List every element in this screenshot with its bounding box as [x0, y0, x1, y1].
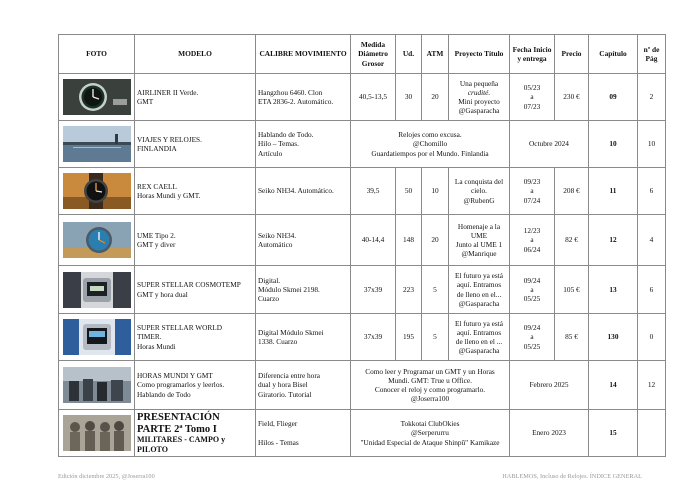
- proyecto-line: crudité.: [467, 87, 491, 97]
- ume-watch-photo: [63, 222, 131, 258]
- merged-project-cell: [351, 121, 510, 168]
- proyecto-line: cielo.: [470, 186, 487, 196]
- merged-line: Como leer y Programar un GMT y un Horas: [365, 366, 495, 376]
- modelo-line: GMT y hora dual: [137, 289, 188, 299]
- merged-line: @Serperurru: [411, 428, 449, 438]
- fecha-cell: [510, 215, 555, 266]
- modelo-line: GMT: [137, 97, 154, 106]
- capitulo-cell: 15: [589, 410, 638, 457]
- proyecto-line: de lleno en el...: [456, 289, 502, 299]
- modelo-line: SUPER STELLAR WORLD: [137, 323, 223, 333]
- header-atm: ATM: [422, 35, 449, 74]
- proyecto-line: de lleno en el ...: [455, 337, 503, 346]
- calibre-line: Seiko NH34.: [258, 230, 297, 240]
- presentation-subtitle: PILOTO: [137, 444, 168, 454]
- modelo-cell: [135, 361, 256, 410]
- capitulo-cell: 10: [589, 121, 638, 168]
- photo-cell: [59, 266, 135, 314]
- calibre-line: Hilo – Temas.: [258, 139, 299, 149]
- merged-line: Tokkotai ClubOkies: [400, 419, 460, 429]
- calibre-line: Cuarzo: [258, 294, 280, 304]
- header-precio: Precio: [555, 35, 589, 74]
- world-timer-watch-photo: [63, 319, 131, 355]
- calibre-cell: [256, 314, 351, 361]
- modelo-cell: [135, 314, 256, 361]
- table-row[interactable]: [59, 215, 666, 266]
- header-foto: FOTO: [59, 35, 135, 74]
- modelo-cell: [135, 168, 256, 215]
- pag-cell: 6: [638, 168, 666, 215]
- modelo-line: VIAJES Y RELOJES.: [137, 134, 202, 144]
- proyecto-cell: [449, 168, 510, 215]
- calibre-cell: [256, 215, 351, 266]
- modelo-line: REX CAELL: [137, 181, 177, 191]
- merged-project-cell: [351, 361, 510, 410]
- calibre-cell: [256, 266, 351, 314]
- header-medida: Medida Diámetro Grosor: [351, 35, 396, 74]
- atm-cell: 20: [422, 215, 449, 266]
- ud-cell: 223: [396, 266, 422, 314]
- photo-cell: [59, 361, 135, 410]
- header-ud: Ud.: [396, 35, 422, 74]
- fecha-line: a: [530, 284, 534, 294]
- merged-line: @Joserra100: [410, 394, 450, 404]
- fecha-line: 05/23: [523, 83, 541, 93]
- proyecto-cell: [449, 266, 510, 314]
- fecha-line: a: [530, 186, 534, 196]
- calibre-line: Field, Flieger: [258, 419, 298, 429]
- fecha-line: 09/24: [523, 323, 541, 333]
- header-pag: nº de Pág: [638, 35, 666, 74]
- proyecto-line: aquí. Entramos: [456, 280, 502, 290]
- capitulo-cell: 09: [589, 74, 638, 121]
- precio-cell: 230 €: [555, 74, 589, 121]
- capitulo-cell: 130: [589, 314, 638, 361]
- calibre-line: 1338. Cuarzo: [258, 337, 298, 346]
- merged-line: Relojes como excusa.: [398, 130, 462, 140]
- medida-cell: 40-14,4: [351, 215, 396, 266]
- modelo-line: Horas Mundi y GMT.: [137, 191, 201, 200]
- fecha-cell: [510, 74, 555, 121]
- index-table: [58, 34, 666, 457]
- merged-line: @Chomillo: [412, 139, 448, 149]
- proyecto-line: Junto al UME 1: [455, 240, 503, 249]
- merged-line: "Unidad Especial de Ataque Shinpū" Kamikaze: [360, 437, 500, 447]
- capitulo-cell: 14: [589, 361, 638, 410]
- calibre-cell: [256, 361, 351, 410]
- calibre-line: Módulo Skmei 2198.: [258, 284, 320, 294]
- proyecto-line: @RubenG: [463, 195, 495, 205]
- proyecto-line: @Gasparacha: [458, 106, 500, 116]
- header-fecha: Fecha Inicio y entrega: [510, 35, 555, 74]
- modelo-cell: [135, 121, 256, 168]
- header-capitulo: Capítulo: [589, 35, 638, 74]
- ud-cell: 50: [396, 168, 422, 215]
- modelo-line: TIMER.: [137, 332, 162, 342]
- header-modelo: MODELO: [135, 35, 256, 74]
- ud-cell: 195: [396, 314, 422, 361]
- calibre-line: [258, 428, 348, 437]
- fecha-line: a: [530, 235, 534, 245]
- fecha-line: 05/25: [523, 294, 541, 304]
- proyecto-line: La conquista del: [454, 177, 504, 187]
- ud-cell: 148: [396, 215, 422, 266]
- calibre-line: Artículo: [258, 148, 283, 158]
- presentation-title: PRESENTACIÓN: [137, 412, 220, 424]
- fecha-line: 07/23: [523, 101, 541, 111]
- ud-cell: 30: [396, 74, 422, 121]
- capitulo-cell: 13: [589, 266, 638, 314]
- fecha-line: a: [530, 332, 534, 342]
- precio-cell: 85 €: [555, 314, 589, 361]
- atm-cell: 5: [422, 314, 449, 361]
- fecha-cell: Octubre 2024: [510, 121, 589, 168]
- modelo-line: Horas Mundi: [137, 341, 176, 351]
- photo-cell: [59, 314, 135, 361]
- atm-cell: 5: [422, 266, 449, 314]
- pilots-group-photo: [63, 415, 131, 451]
- header-proyecto: Proyecto Título: [449, 35, 510, 74]
- table-row[interactable]: [59, 361, 666, 410]
- finland-coast-photo: [63, 126, 131, 162]
- proyecto-line: aquí. Entramos: [456, 327, 502, 337]
- fecha-cell: Enero 2023: [510, 410, 589, 457]
- calibre-cell: [256, 74, 351, 121]
- table-row[interactable]: [59, 410, 666, 457]
- modelo-line: Como programarlos y leerlos.: [137, 380, 225, 390]
- fecha-cell: [510, 266, 555, 314]
- proyecto-line: Mini proyecto: [458, 97, 500, 106]
- fecha-line: a: [530, 92, 534, 102]
- table-row[interactable]: [59, 266, 666, 314]
- atm-cell: 20: [422, 74, 449, 121]
- fecha-line: 09/23: [523, 177, 541, 187]
- pag-cell: 10: [638, 121, 666, 168]
- airliner-watch-photo: [63, 79, 131, 115]
- rex-caell-watch-photo: [63, 173, 131, 209]
- footer-left: Edición diciembre 2025, @Joserra100: [58, 473, 155, 480]
- footer-right: HABLEMOS, Incluso de Relojes. ÍNDICE GENERAL: [502, 473, 642, 480]
- proyecto-line: @Manrique: [461, 249, 497, 259]
- calibre-line: ETA 2836-2. Automático.: [258, 97, 334, 106]
- merged-line: Guardatiempos por el Mundo. Finlandia: [371, 148, 489, 158]
- fecha-line: 06/24: [523, 244, 541, 254]
- calibre-line: Seiko NH34. Automático.: [258, 186, 334, 196]
- header-calibre: CALIBRE MOVIMIENTO: [256, 35, 351, 74]
- proyecto-line: Una pequeña: [459, 78, 499, 88]
- table-row[interactable]: [59, 168, 666, 215]
- calibre-line: Hilos - Temas: [258, 437, 299, 447]
- merged-line: Mundi. GMT: True u Office.: [388, 375, 472, 385]
- fecha-line: 05/25: [523, 341, 541, 351]
- fecha-cell: [510, 314, 555, 361]
- calibre-line: Giratorio. Tutorial: [258, 389, 312, 399]
- modelo-line: HORAS MUNDI Y GMT: [137, 371, 213, 381]
- modelo-line: SUPER STELLAR COSMOTEMP: [137, 280, 241, 290]
- modelo-cell: [135, 74, 256, 121]
- merged-project-cell: [351, 410, 510, 457]
- fecha-line: 07/24: [523, 195, 541, 205]
- gmt-tutorial-photo: [63, 367, 131, 403]
- fecha-cell: [510, 168, 555, 215]
- merged-line: Conocer el reloj y como programarlo.: [374, 385, 486, 394]
- modelo-line: AIRLINER II Verde.: [137, 87, 199, 97]
- modelo-line: Hablando de Todo: [137, 389, 191, 399]
- pag-cell: 6: [638, 266, 666, 314]
- modelo-line: UME Tipo 2.: [137, 230, 176, 240]
- proyecto-cell: [449, 215, 510, 266]
- pag-cell: [638, 410, 666, 457]
- capitulo-cell: 11: [589, 168, 638, 215]
- photo-cell: [59, 215, 135, 266]
- calibre-line: Digital.: [258, 275, 281, 285]
- calibre-line: Digital Módulo Skmei: [258, 327, 324, 337]
- modelo-line: FINLANDIA: [137, 144, 177, 153]
- calibre-line: Hangzhou 6460. Clon: [258, 87, 323, 97]
- calibre-line: Diferencia entre hora: [258, 371, 320, 381]
- medida-cell: 37x39: [351, 314, 396, 361]
- cosmotemp-watch-photo: [63, 272, 131, 308]
- proyecto-line: UME: [470, 230, 488, 240]
- photo-cell: [59, 410, 135, 457]
- calibre-line: dual y hora Bisel: [258, 380, 308, 390]
- photo-cell: [59, 168, 135, 215]
- modelo-cell: [135, 215, 256, 266]
- photo-cell: [59, 121, 135, 168]
- proyecto-line: @Gasparacha: [458, 346, 500, 356]
- calibre-cell: [256, 168, 351, 215]
- medida-cell: 37x39: [351, 266, 396, 314]
- precio-cell: 105 €: [555, 266, 589, 314]
- table-row[interactable]: [59, 121, 666, 168]
- proyecto-line: @Gasparacha: [458, 298, 500, 308]
- pag-cell: 2: [638, 74, 666, 121]
- fecha-line: 09/24: [523, 275, 541, 285]
- precio-cell: 208 €: [555, 168, 589, 215]
- modelo-cell: [135, 266, 256, 314]
- fecha-cell: Febrero 2025: [510, 361, 589, 410]
- fecha-line: 12/23: [523, 226, 541, 236]
- medida-cell: 40,5-13,5: [351, 74, 396, 121]
- pag-cell: 0: [638, 314, 666, 361]
- modelo-cell: [135, 410, 256, 457]
- precio-cell: 82 €: [555, 215, 589, 266]
- atm-cell: 10: [422, 168, 449, 215]
- medida-cell: 39,5: [351, 168, 396, 215]
- capitulo-cell: 12: [589, 215, 638, 266]
- table-row[interactable]: [59, 314, 666, 361]
- calibre-cell: [256, 410, 351, 457]
- table-row[interactable]: [59, 74, 666, 121]
- proyecto-cell: [449, 74, 510, 121]
- presentation-title: PARTE 2ª Tomo I: [137, 423, 217, 435]
- calibre-cell: [256, 121, 351, 168]
- proyecto-cell: [449, 314, 510, 361]
- proyecto-line: Homenaje a la: [457, 221, 501, 231]
- modelo-line: GMT y diver: [137, 240, 176, 249]
- photo-cell: [59, 74, 135, 121]
- presentation-subtitle: MILITARES - CAMPO y: [137, 435, 226, 445]
- proyecto-line: El futuro ya está: [454, 318, 504, 328]
- header-row: [59, 35, 666, 74]
- proyecto-line: El futuro ya está: [454, 271, 504, 281]
- calibre-line: Automático: [258, 240, 293, 249]
- calibre-line: Hablando de Todo.: [258, 130, 314, 140]
- pag-cell: 4: [638, 215, 666, 266]
- pag-cell: 12: [638, 361, 666, 410]
